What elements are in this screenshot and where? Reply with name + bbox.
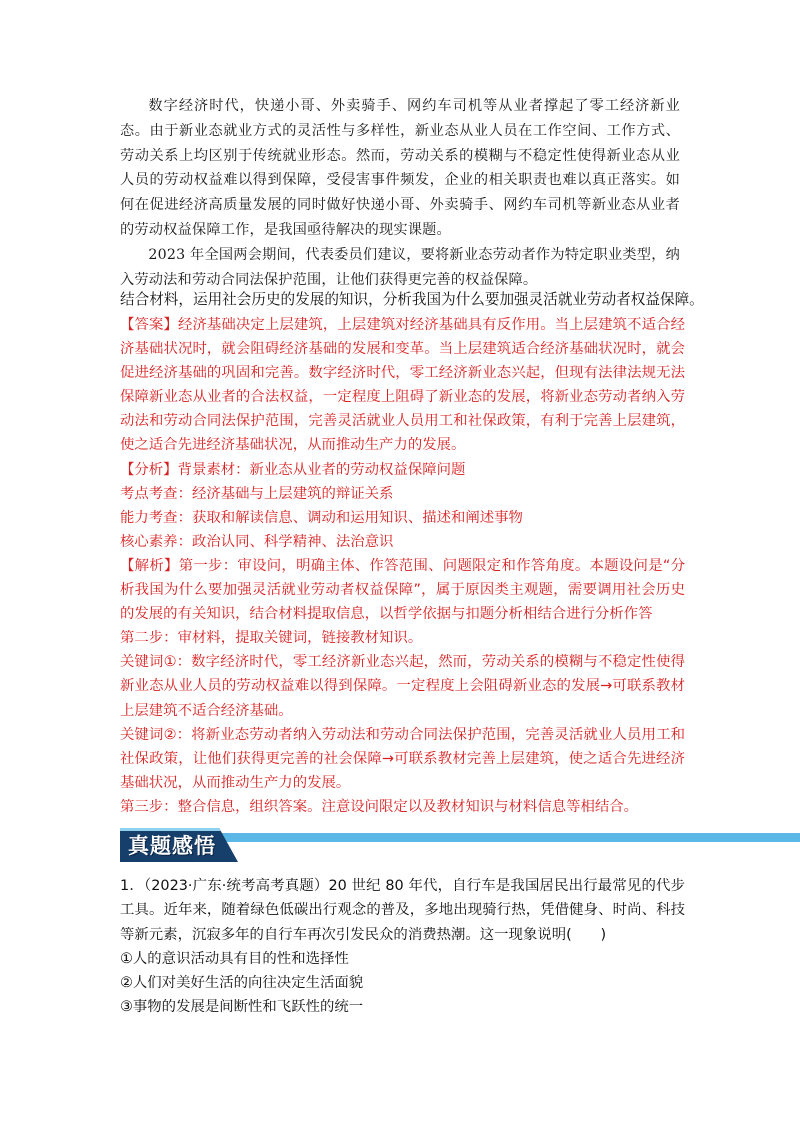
jiexi-step2: 第二步：审材料，提取关键词，链接教材知识。 — [120, 630, 423, 647]
banner-title: 真题感悟 — [128, 834, 216, 858]
keyword-1: 关键词①：数字经济时代，零工经济新业态兴起，然而，劳动关系的模糊与不稳定性使得新业态从业人员的劳动权益难以得到保障。一定程度上会阻碍新业态的发展→可联系教材上层建筑不适合经济基础。 — [120, 654, 685, 719]
material-paragraph-2: 2023 年全国两会期间，代表委员们建议，要将新业态劳动者作为特定职业类型，纳入劳动法和劳动合同法保护范围，让他们获得更完善的权益保障。 — [120, 246, 680, 288]
jiexi-step3: 第三步：整合信息，组织答案。注意设问限定以及教材知识与材料信息等相结合。 — [120, 798, 639, 815]
analysis-background: 【分析】背景素材：新业态从业者的劳动权益保障问题 — [120, 461, 466, 478]
exam-question-stem: 1．（2023·广东·统考高考真题）20 世纪 80 年代，自行车是我国居民出行最常见的代步工具。近年来，随着绿色低碳出行观念的普及，多地出现骑行热，凭借健身、时尚、科技等新元素，沉寂多年的自行车再次引发民众的消费热潮。这一现象说明( ) — [120, 878, 685, 943]
jiexi-step1: 【解析】第一步：审设问，明确主体、作答范围、问题限定和作答角度。本题设问是“分析我国为什么要加强灵活就业劳动者权益保障”，属于原因类主观题，需要调用社会历史的发展的有关知识，结合材料提取信息，以哲学依据与扣题分析相结合进行分析作答 — [120, 557, 685, 623]
analysis-nengli: 能力考查：获取和解读信息、调动和运用知识、描述和阐述事物 — [120, 509, 523, 526]
answer-section — [120, 313, 685, 819]
keyword-2: 关键词②：将新业态劳动者纳入劳动法和劳动合同法保护范围，完善灵活就业人员用工和社保政策，让他们获得更完善的社会保障→可联系教材完善上层建筑，使之适合先进经济基础状况，从而推动生产力的发展。 — [120, 726, 685, 791]
exam-option-1: ①人的意识活动具有目的性和选择性 — [120, 950, 349, 967]
material-paragraph-1: 数字经济时代，快递小哥、外卖骑手、网约车司机等从业者撑起了零工经济新业态。由于新业态就业方式的灵活性与多样性，新业态从业人员在工作空间、工作方式、劳动关系上均区别于传统就业形态。然而，劳动关系的模糊与不稳定性使得新业态从业人员的劳动权益难以得到保障，受侵害事件频发，企业的相关职责也难以真正落实。如何在促进经济高质量发展的同时做好快递小哥、外卖骑手、网约车司机等新业态从业者的劳动权益保障工作，是我国亟待解决的现实课题。 — [120, 98, 680, 238]
question-prompt: 结合材料，运用社会历史的发展的知识，分析我国为什么要加强灵活就业劳动者权益保障。 — [120, 291, 704, 308]
exam-option-3: ③事物的发展是间断性和飞跃性的统一 — [120, 999, 364, 1016]
answer-text: 【答案】经济基础决定上层建筑，上层建筑对经济基础具有反作用。当上层建筑不适合经济基础状况时，就会阻碍经济基础的发展和变革。当上层建筑适合经济基础状况时，就会促进经济基础的巩固和完善。数字经济时代，零工经济新业态兴起，但现有法律法规无法保障新业态从业者的合法权益，一定程度上阻碍了新业态的发展，将新业态劳动者纳入劳动法和劳动合同法保护范围，完善灵活就业人员用工和社保政策，有利于完善上层建筑，使之适合先进经济基础状况，从而推动生产力的发展。 — [120, 317, 685, 454]
banner-stripe — [190, 833, 800, 842]
analysis-kaodian: 考点考查：经济基础与上层建筑的辩证关系 — [120, 485, 394, 502]
section-banner — [120, 828, 690, 866]
material-passage — [120, 94, 680, 292]
exam-option-2: ②人们对美好生活的向往决定生活面貌 — [120, 975, 364, 992]
analysis-suyang: 核心素养：政治认同、科学精神、法治意识 — [120, 533, 394, 550]
exam-question — [120, 874, 685, 1020]
